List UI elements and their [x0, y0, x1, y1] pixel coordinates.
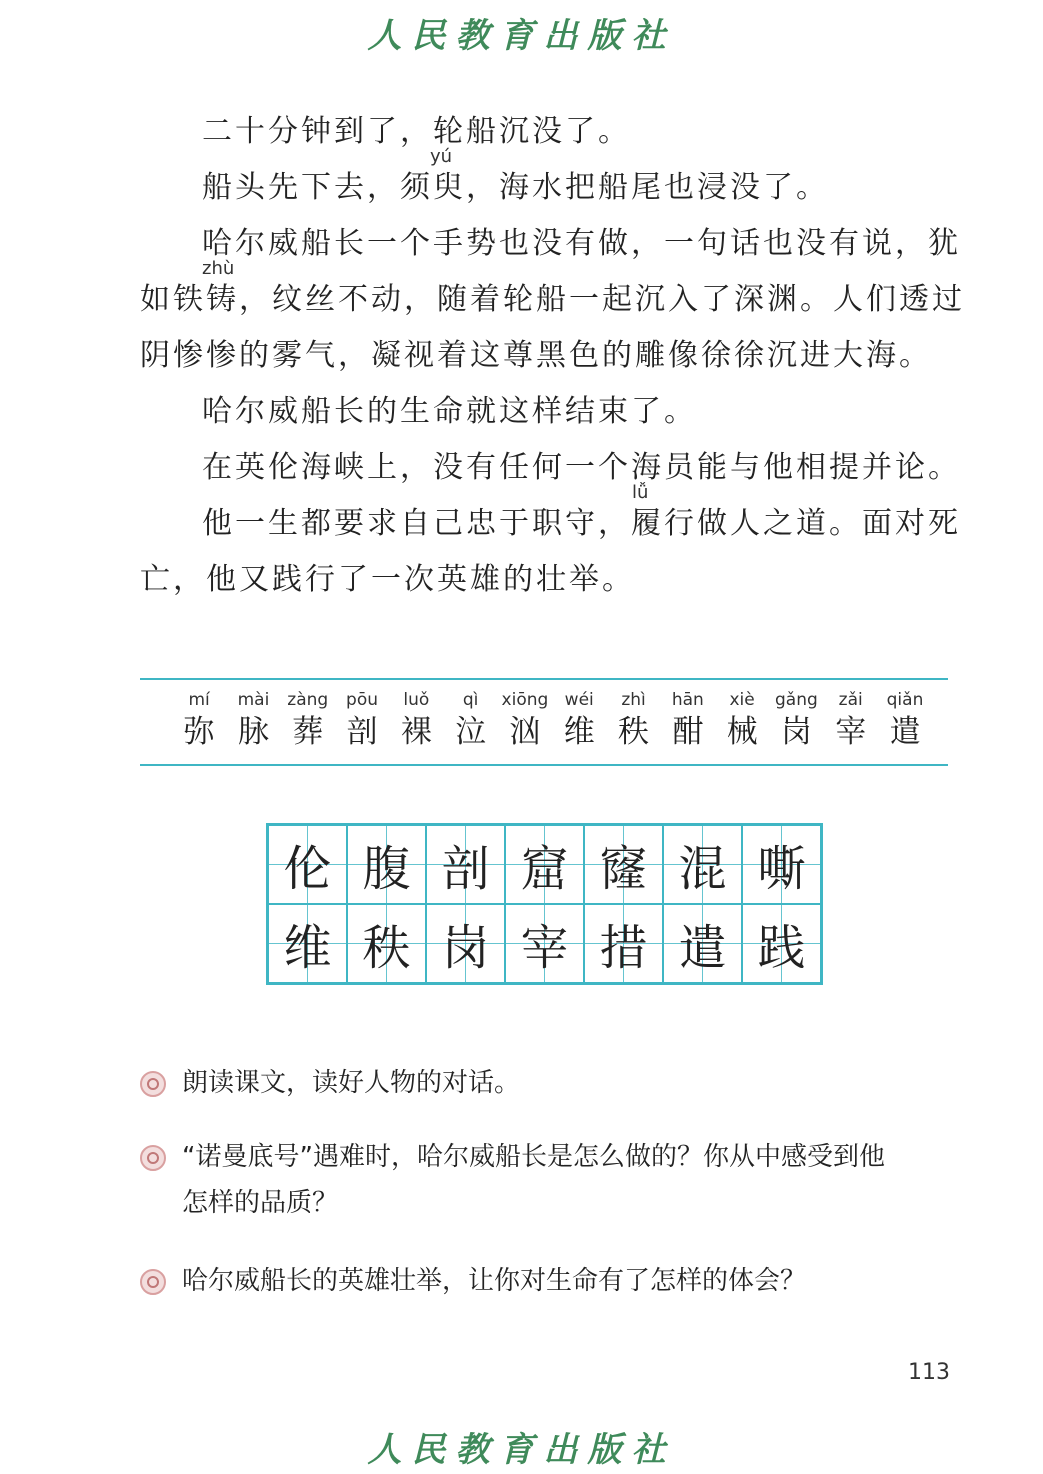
- write-char-cell: 维: [268, 904, 347, 983]
- read-char-pinyin: gǎng: [775, 690, 818, 710]
- read-char: [824, 690, 878, 750]
- write-char-cell: 伦: [268, 825, 347, 904]
- read-char-pinyin: zàng: [287, 690, 329, 710]
- write-char-cell: 宰: [505, 904, 584, 983]
- read-char-han: 葬: [292, 714, 324, 750]
- write-char-cell: 腹: [347, 825, 426, 904]
- read-char: [281, 690, 335, 750]
- paragraph-line: 在英伦海峡上，没有任何一个海员能与他相提并论。: [202, 450, 961, 485]
- read-char-han: 维: [563, 714, 595, 750]
- question-bullet-icon: [140, 1269, 166, 1295]
- read-char-pinyin: hān: [671, 690, 704, 710]
- read-char: [769, 690, 823, 750]
- read-char-pinyin: luǒ: [403, 690, 430, 710]
- read-char-han: 酣: [672, 714, 704, 750]
- question-bullet-icon: [140, 1071, 166, 1097]
- write-char-cell: 混: [663, 825, 742, 904]
- read-char: [661, 690, 715, 750]
- write-char-cell: 践: [742, 904, 821, 983]
- read-char: [226, 690, 280, 750]
- read-char-pinyin: mài: [237, 690, 270, 710]
- write-char-cell: 嘶: [742, 825, 821, 904]
- writing-grid: [266, 823, 823, 985]
- write-char-cell: 窟: [505, 825, 584, 904]
- read-char-han: 汹: [509, 714, 541, 750]
- read-char-han: 秩: [618, 714, 650, 750]
- paragraph-line: 二十分钟到了，轮船沉没了。: [202, 114, 631, 149]
- pinyin-yu: yú: [430, 146, 453, 167]
- paragraph-line: 亡，他又践行了一次英雄的壮举。: [140, 562, 635, 597]
- read-characters-row: [172, 690, 932, 750]
- write-char-cell: 秩: [347, 904, 426, 983]
- read-char-han: 岗: [780, 714, 812, 750]
- read-char-pinyin: pōu: [346, 690, 379, 710]
- write-char-cell: 措: [584, 904, 663, 983]
- write-char-cell: 剖: [426, 825, 505, 904]
- read-char-pinyin: wéi: [564, 690, 594, 710]
- write-char-cell: 岗: [426, 904, 505, 983]
- read-char-pinyin: xiōng: [501, 690, 549, 710]
- question-text: “诺曼底号”遇难时，哈尔威船长是怎么做的？你从中感受到他: [182, 1142, 885, 1172]
- publisher-watermark-top: 人民教育出版社: [367, 16, 676, 56]
- read-char: [498, 690, 552, 750]
- read-char-han: 械: [726, 714, 758, 750]
- paragraph-line: 船头先下去，须臾，海水把船尾也浸没了。: [202, 170, 829, 205]
- read-char-han: 泣: [455, 714, 487, 750]
- question-text: 哈尔威船长的英雄壮举，让你对生命有了怎样的体会？: [182, 1266, 807, 1296]
- read-char: [606, 690, 660, 750]
- read-char: [878, 690, 932, 750]
- rule-bottom: [140, 764, 948, 766]
- read-char-pinyin: qiǎn: [886, 690, 924, 710]
- publisher-watermark-bottom: 人民教育出版社: [367, 1430, 676, 1470]
- read-char: [552, 690, 606, 750]
- read-char-pinyin: zǎi: [838, 690, 863, 710]
- rule-top: [140, 678, 948, 680]
- read-char-han: 脉: [237, 714, 269, 750]
- read-char-han: 宰: [835, 714, 867, 750]
- write-char-cell: 窿: [584, 825, 663, 904]
- read-char: [335, 690, 389, 750]
- read-char-pinyin: xiè: [729, 690, 755, 710]
- question-text-cont: 怎样的品质？: [182, 1188, 339, 1218]
- read-char-han: 弥: [183, 714, 215, 750]
- question-3: [140, 1258, 806, 1304]
- question-bullet-icon: [140, 1145, 166, 1171]
- question-text: 朗读课文，读好人物的对话。: [182, 1068, 521, 1098]
- question-2: [140, 1134, 885, 1226]
- paragraph-line: 如铁铸，纹丝不动，随着轮船一起沉入了深渊。人们透过: [140, 282, 965, 317]
- read-char: [389, 690, 443, 750]
- read-char: [443, 690, 497, 750]
- read-char: [172, 690, 226, 750]
- pinyin-zhu: zhù: [202, 258, 235, 279]
- paragraph-line: 阴惨惨的雾气，凝视着这尊黑色的雕像徐徐沉进大海。: [140, 338, 932, 373]
- paragraph-line: 他一生都要求自己忠于职守，履行做人之道。面对死: [202, 506, 961, 541]
- read-char-han: 裸: [400, 714, 432, 750]
- read-char-han: 遣: [889, 714, 921, 750]
- question-1: [140, 1060, 520, 1106]
- read-char-han: 剖: [346, 714, 378, 750]
- page-number: 113: [908, 1360, 950, 1385]
- paragraph-line: 哈尔威船长的生命就这样结束了。: [202, 394, 697, 429]
- paragraph-line: 哈尔威船长一个手势也没有做，一句话也没有说，犹: [202, 226, 961, 261]
- read-char-pinyin: zhì: [621, 690, 646, 710]
- pinyin-lv: lǚ: [632, 482, 649, 503]
- read-char-pinyin: qì: [462, 690, 479, 710]
- read-char: [715, 690, 769, 750]
- read-char-pinyin: mí: [188, 690, 210, 710]
- write-char-cell: 遣: [663, 904, 742, 983]
